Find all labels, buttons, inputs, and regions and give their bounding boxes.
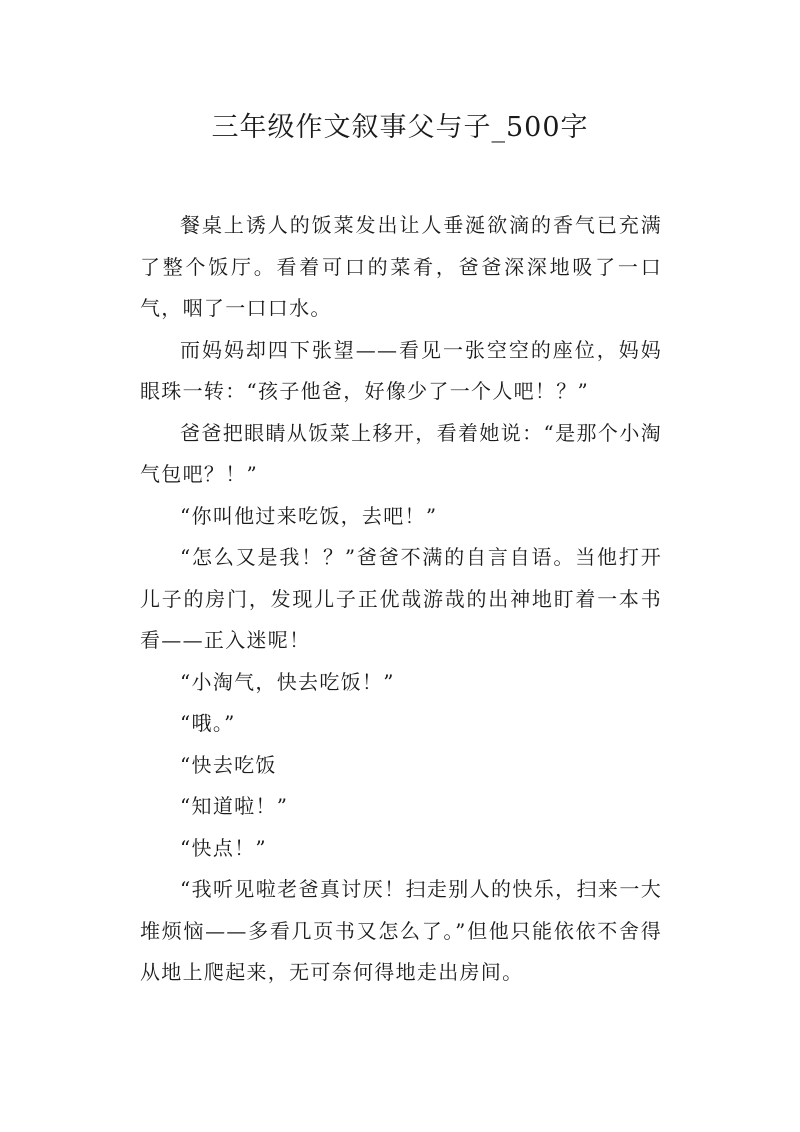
document-title: 三年级作文叙事父与子_500字 — [211, 112, 589, 143]
paragraph: “快去吃饭 — [180, 752, 277, 777]
paragraph: “小淘气，快去吃饭！” — [180, 669, 395, 694]
paragraph: 而妈妈却四下张望——看见一张空空的座位，妈妈眼珠一转：“孩子他爸，好像少了一个人吧！？” — [140, 337, 662, 403]
paragraph: “快点！” — [180, 835, 267, 860]
paragraph: 爸爸把眼睛从饭菜上移开，看着她说：“是那个小淘气包吧？！” — [140, 420, 662, 486]
paragraph: “你叫他过来吃饭，去吧！” — [180, 503, 438, 528]
paragraph: “怎么又是我！？”爸爸不满的自言自语。当他打开儿子的房门，发现儿子正优哉游哉的出神地盯着一本书看——正入迷呢！ — [140, 545, 662, 652]
paragraph: “我听见啦老爸真讨厌！扫走别人的快乐，扫来一大堆烦恼——多看几页书又怎么了。”但他只能依依不舍得从地上爬起来，无可奈何得地走出房间。 — [140, 877, 662, 984]
paragraph: “知道啦！” — [180, 794, 289, 818]
paragraph: “哦。” — [180, 711, 236, 735]
paragraph: 餐桌上诱人的饭菜发出让人垂涎欲滴的香气已充满了整个饭厅。看着可口的菜肴，爸爸深深地吸了一口气，咽了一口口水。 — [140, 213, 662, 320]
document-body — [140, 205, 662, 994]
